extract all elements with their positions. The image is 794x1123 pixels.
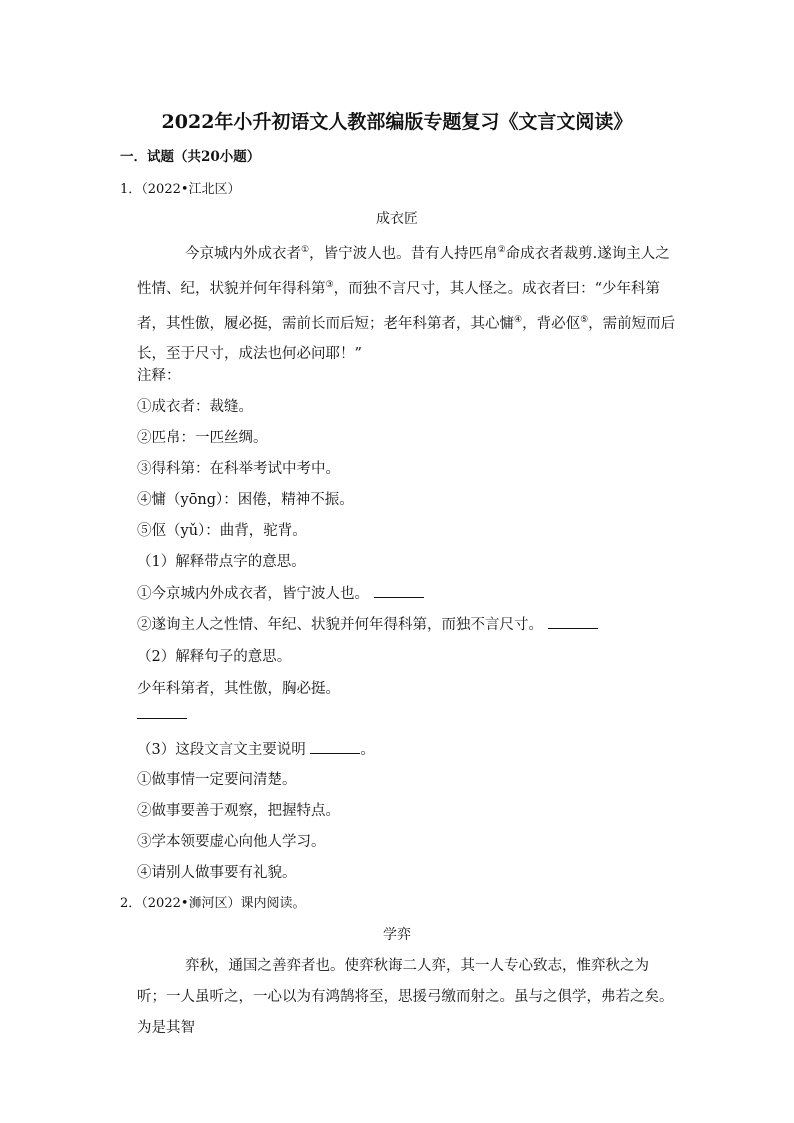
answer-blank[interactable] xyxy=(374,585,424,598)
part-1-item: ②遂询主人之性情、年纪、状貌并何年得科第，而独不言尺寸。 xyxy=(137,613,598,634)
notes-label: 注释： xyxy=(137,368,181,384)
part-1-prompt: （1）解释带点字的意思。 xyxy=(137,554,306,570)
note-item: ①成衣者：裁缝。 xyxy=(137,399,253,415)
question-1-header: 1．（2022•江北区） xyxy=(120,182,241,197)
part-3-prompt: （3）这段文言文主要说明 。 xyxy=(137,742,375,758)
note-item: ②匹帛：一匹丝绸。 xyxy=(137,430,268,446)
note-item: ⑤伛（yǔ）：曲背，驼背。 xyxy=(137,523,307,539)
question-2-header: 2．（2022•浉河区）课内阅读。 xyxy=(120,896,306,911)
document-title: 2022年小升初语文人教部编版专题复习《文言文阅读》 xyxy=(161,111,633,133)
answer-blank[interactable] xyxy=(137,718,187,719)
note-item: ④慵（yōng）：困倦，精神不振。 xyxy=(137,492,354,508)
option-item: ③学本领要虚心向他人学习。 xyxy=(137,834,326,850)
passage-2-text: 弈秋，通国之善弈者也。使弈秋诲二人弈，其一人专心致志，惟弈秋之为听；一人虽听之，一心以为有鸿鹄将至，思援弓缴而射之。虽与之俱学，弗若之矣。为是其智 xyxy=(137,958,674,1036)
option-item: ①做事情一定要问清楚。 xyxy=(137,772,297,788)
part-1-item: ①今京城内外成衣者，皆宁波人也。 xyxy=(137,582,424,603)
option-item: ④请别人做事要有礼貌。 xyxy=(137,865,297,881)
part-2-sentence: 少年科第者，其性傲，胸必挺。 xyxy=(137,681,340,697)
part-2-prompt: （2）解释句子的意思。 xyxy=(137,649,292,665)
note-item: ③得科第：在科举考试中考中。 xyxy=(137,461,340,477)
passage-1-title: 成衣匠 xyxy=(376,211,418,227)
section-heading: 一．试题（共20小题） xyxy=(120,149,261,165)
answer-blank[interactable] xyxy=(310,741,360,754)
answer-blank[interactable] xyxy=(548,616,598,629)
passage-1-text: 今京城内外成衣者①，皆宁波人也。昔有人持匹帛②命成衣者裁剪.遂询主人之性情、纪，状貌并何年得科第③，而独不言尺寸，其人怪之。成衣者曰：“少年科第者，其性傲，履必挺，需前长而后短；老年科第者，其心慵④，背必伛⑤，需前短而后长，至于尺寸，成法也何必问耶！” xyxy=(137,245,676,363)
option-item: ②做事要善于观察，把握特点。 xyxy=(137,803,340,819)
passage-2-title: 学弈 xyxy=(383,927,411,943)
